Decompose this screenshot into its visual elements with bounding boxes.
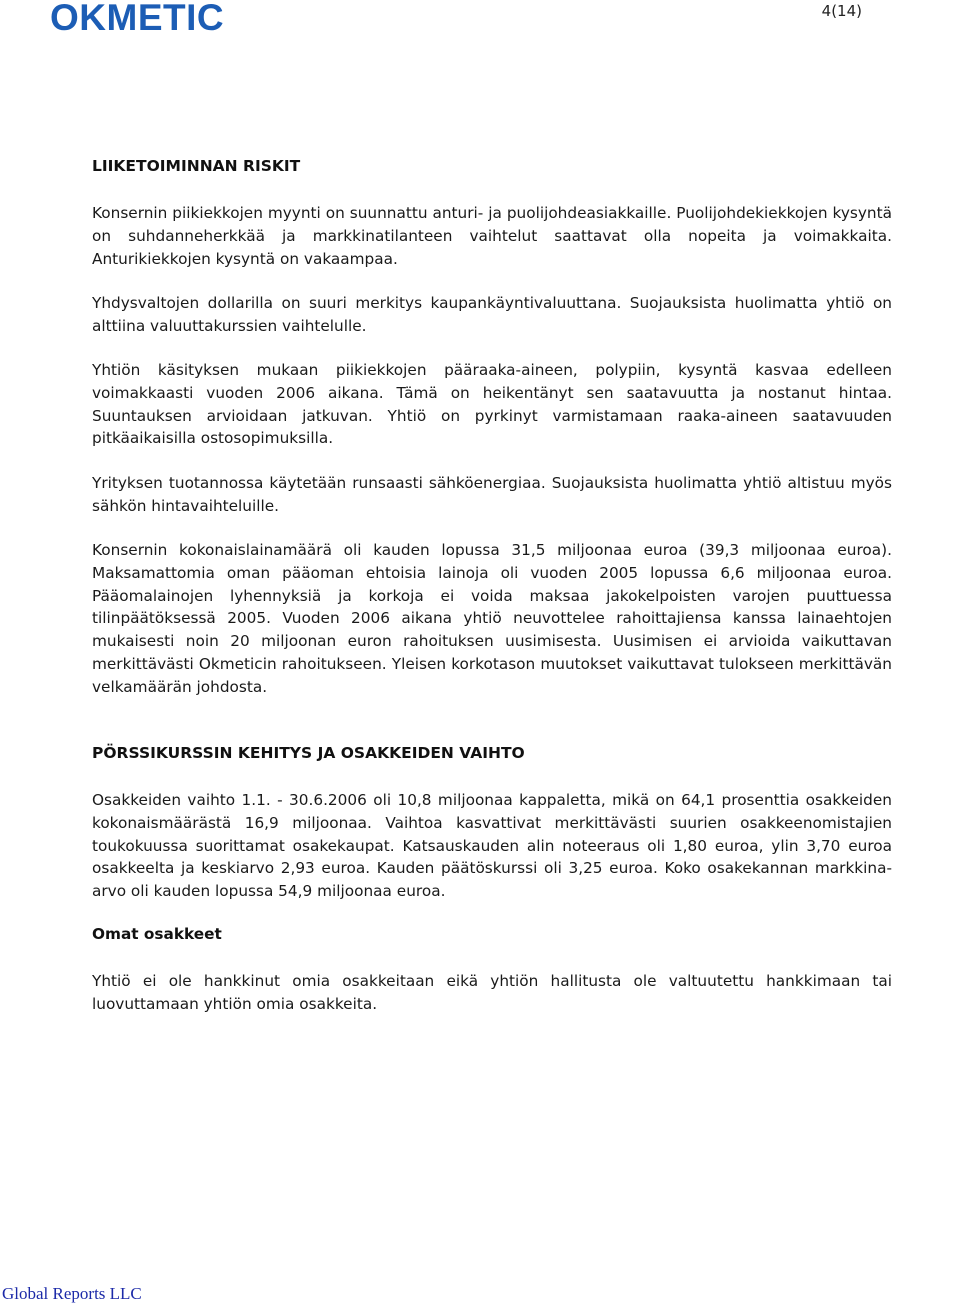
risks-paragraph-2: Yhdysvaltojen dollarilla on suuri merkitys kaupankäyntivaluuttana. Suojauksista huolimatta yhtiö on alttiina valuuttakurssien vaihtelulle. xyxy=(92,294,892,335)
own-shares-paragraph: Yhtiö ei ole hankkinut omia osakkeitaan eikä yhtiön hallitusta ole valtuutettu hankkimaan tai luovuttamaan yhtiön omia osakkeita. xyxy=(92,972,892,1013)
risks-paragraph-4: Yrityksen tuotannossa käytetään runsaasti sähköenergiaa. Suojauksista huolimatta yhtiö altistuu myös sähkön hintavaihteluille. xyxy=(92,474,892,515)
page-number: 4(14) xyxy=(821,2,862,20)
footer-watermark: Global Reports LLC xyxy=(2,1284,142,1303)
shares-heading: PÖRSSIKURSSIN KEHITYS JA OSAKKEIDEN VAIHTO xyxy=(92,744,525,762)
shares-paragraph: Osakkeiden vaihto 1.1. - 30.6.2006 oli 10,8 miljoonaa kappaletta, mikä on 64,1 prosenttia osakkeiden kokonaismäärästä 16,9 miljoonaa. Vaihtoa kasvattivat merkittävästi suurien osakkeenomistajien toukokuussa suorittamat osakekaupat. Katsauskauden alin noteeraus oli 1,80 euroa, ylin 3,70 euroa osakkeelta ja keskiarvo 2,93 euroa. Kauden päätöskurssi oli 3,25 euroa. Koko osakekannan markkina-arvo oli kauden lopussa 54,9 miljoonaa euroa. xyxy=(92,791,892,901)
risks-paragraph-1: Konsernin piikiekkojen myynti on suunnattu anturi- ja puolijohdeasiakkaille. Puolijohdekiekkojen kysyntä on suhdanneherkkää ja markkinatilanteen vaihtelut saattavat olla nopeita ja voimakkaita. Anturikiekkojen kysyntä on vakaampaa. xyxy=(92,204,892,268)
risks-paragraph-5: Konsernin kokonaislainamäärä oli kauden lopussa 31,5 miljoonaa euroa (39,3 miljoonaa euroa). Maksamattomia oman pääoman ehtoisia lainoja oli vuoden 2005 lopussa 6,6 miljoonaa euroa. Pääomalainojen lyhennyksiä ja korkoja ei voida maksaa jakokelpoisten varojen puuttuessa tilinpäätöksessä 2005. Vuoden 2006 aikana yhtiö neuvottelee rahoittajiensa kanssa lainaehtojen mukaisesti noin 20 miljoonan euron rahoituksen uusimisesta. Uusimisen ei arvioida vaikuttavan merkittävästi Okmeticin rahoitukseen. Yleisen korkotason muutokset vaikuttavat tulokseen merkittävän velkamäärän johdosta. xyxy=(92,541,892,696)
own-shares-heading: Omat osakkeet xyxy=(92,925,222,943)
risks-paragraph-3: Yhtiön käsityksen mukaan piikiekkojen pääraaka-aineen, polypiin, kysyntä kasvaa edelleen voimakkaasti vuoden 2006 aikana. Tämä on heikentänyt sen saatavuutta ja nostanut hintaa. Suuntauksen arvioidaan jatkuvan. Yhtiö on pyrkinyt varmistamaan raaka-aineen saatavuuden pitkäaikaisilla ostosopimuksilla. xyxy=(92,361,892,448)
risks-heading: LIIKETOIMINNAN RISKIT xyxy=(92,157,301,175)
okmetic-logo xyxy=(50,0,224,38)
logo-text: OKMETIC xyxy=(50,0,225,38)
